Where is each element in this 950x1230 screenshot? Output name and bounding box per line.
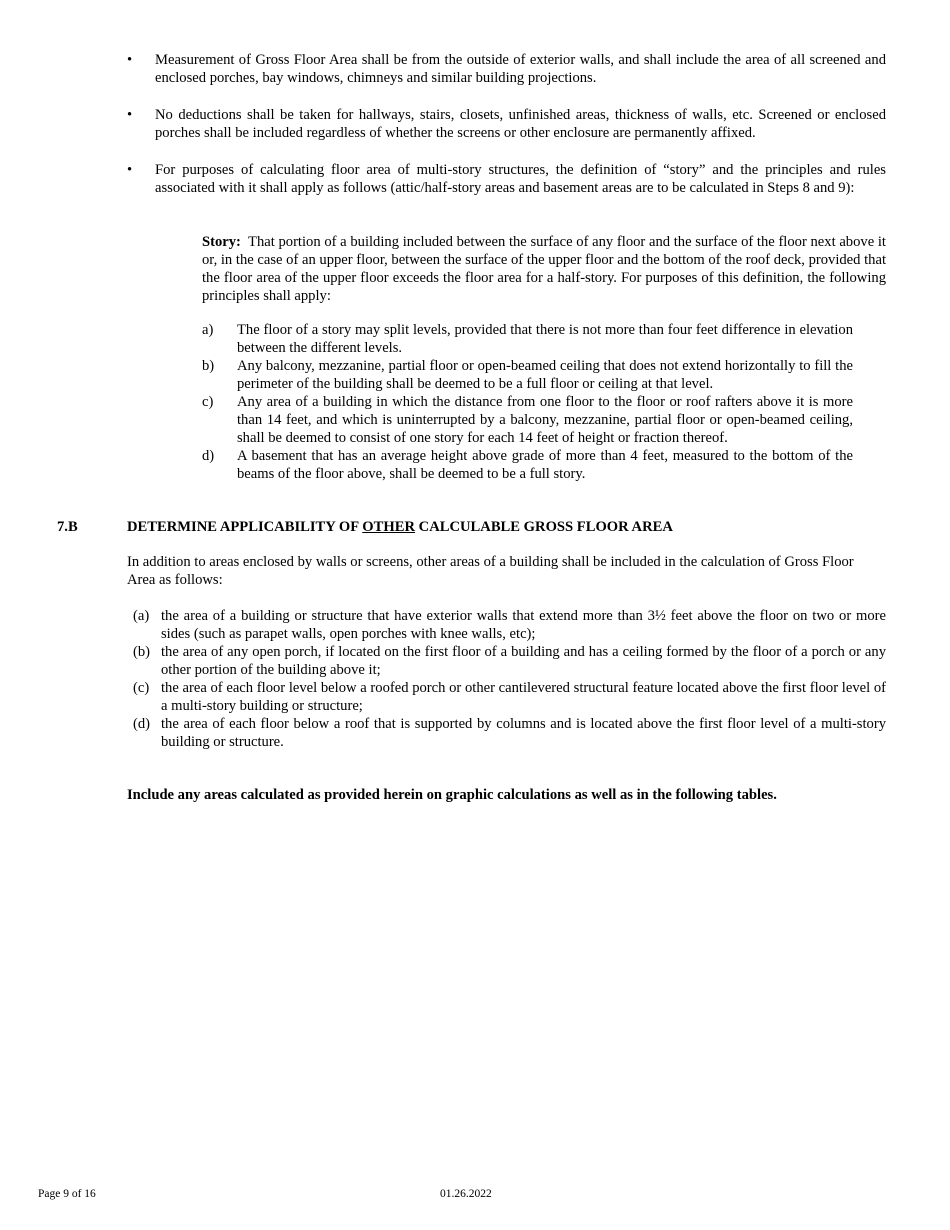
list-marker: a) [202,322,214,338]
list-item [127,679,886,715]
list-item [127,715,886,751]
section-title [127,518,673,536]
list-marker: (b) [133,644,151,660]
page-number: Page 9 of 16 [38,1188,96,1200]
story-term: Story: [202,234,241,250]
bullet-dot: • [127,52,133,68]
list-item [127,607,886,643]
list-item-text: Any balcony, mezzanine, partial floor or open-beamed ceiling that does not extend horizontally to fill the perimeter of the building shall be deemed to be a full floor or ceiling at that level. [237,358,853,392]
list-item [202,321,853,357]
footer-date: 01.26.2022 [440,1188,492,1200]
list-item [127,643,886,679]
bullet-text: Measurement of Gross Floor Area shall be from the outside of exterior walls, and shall include the area of all screened and enclosed porches, bay windows, chimneys and similar building projections. [155,52,886,86]
list-item-text: the area of a building or structure that have exterior walls that extend more than 3½ feet above the floor on two or more sides (such as parapet walls, open porches with knee walls, etc); [161,608,886,642]
list-marker: b) [202,358,215,374]
story-definition-text: That portion of a building included between the surface of any floor and the surface of the floor next above it or, in the case of an upper floor, between the surface of the upper floor and the bottom of the roof deck, provided that the floor area of the upper floor exceeds the floor area for a half-story. For purposes of this definition, the following principles shall apply: [202,234,886,304]
closing-note: Include any areas calculated as provided herein on graphic calculations as well as in the following tables. [127,787,777,803]
story-definition [202,233,886,305]
list-item [202,357,853,393]
list-marker: (a) [133,608,150,624]
section-title-start: DETERMINE APPLICABILITY OF [127,519,363,535]
section-title-emphasis: OTHER [362,519,416,535]
list-marker: (c) [133,680,150,696]
list-item [202,447,853,483]
section-title-end: CALCULABLE GROSS FLOOR AREA [415,519,673,535]
list-item-text: the area of any open porch, if located on the first floor of a building and has a ceiling formed by the floor of a porch or any other portion of the building above it; [161,644,886,678]
list-item-text: The floor of a story may split levels, provided that there is not more than four feet difference in elevation between the different levels. [237,322,853,356]
section-number: 7.B [57,519,78,535]
list-marker: c) [202,394,214,410]
gross-floor-area-list [127,607,886,751]
list-item-text: the area of each floor below a roof that is supported by columns and is located above the first floor level of a multi-story building or structure. [161,716,886,750]
list-item-text: the area of each floor level below a roofed porch or other cantilevered structural feature located above the first floor level of a multi-story building or structure; [161,680,886,714]
list-marker: (d) [133,716,151,732]
bullet-dot: • [127,107,133,123]
story-principles-list [202,321,853,483]
bullet-text: No deductions shall be taken for hallways, stairs, closets, unfinished areas, thickness of walls, etc. Screened or enclosed porches shall be included regardless of whether the screens or other enclosure are permanently affixed. [155,107,886,141]
list-item-text: A basement that has an average height above grade of more than 4 feet, measured to the bottom of the beams of the floor above, shall be deemed to be a full story. [237,448,853,482]
bullet-text: For purposes of calculating floor area of multi-story structures, the definition of “story” and the principles and rules associated with it shall apply as follows (attic/half-story areas and basement areas are to be calculated in Steps 8 and 9): [155,162,886,196]
list-item-text: Any area of a building in which the distance from one floor to the floor or roof rafters above it is more than 14 feet, and which is uninterrupted by a balcony, mezzanine, partial floor or open-beamed ceiling, shall be deemed to consist of one story for each 14 feet of height or fraction thereof. [237,394,853,446]
list-marker: d) [202,448,215,464]
list-item [202,393,853,447]
section-intro: In addition to areas enclosed by walls or screens, other areas of a building shall be included in the calculation of Gross Floor Area as follows: [127,554,854,588]
bullet-dot: • [127,162,133,178]
